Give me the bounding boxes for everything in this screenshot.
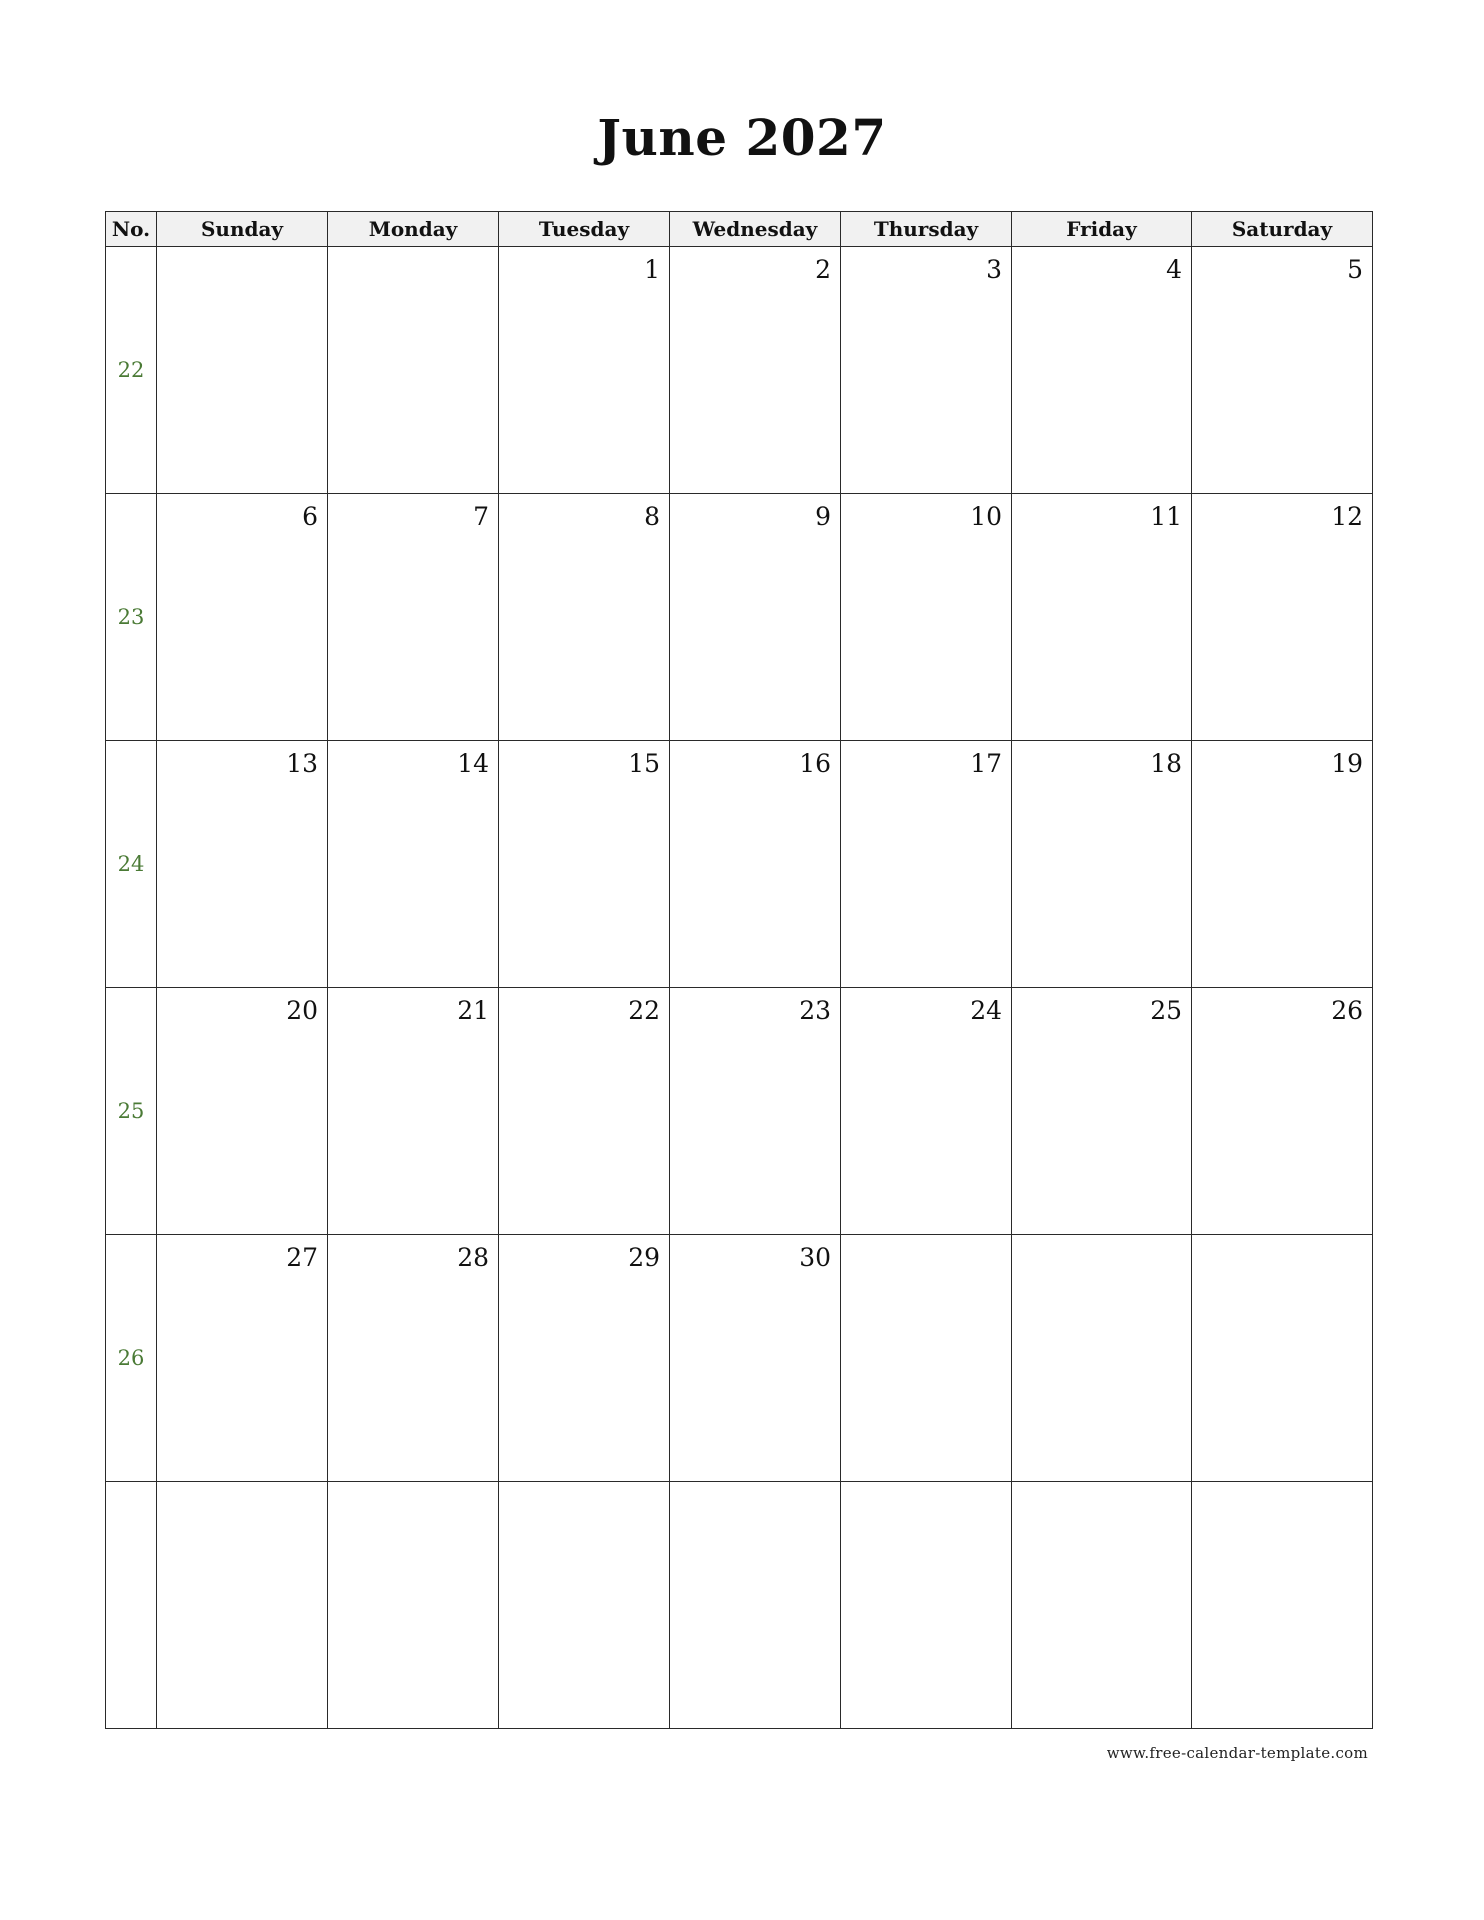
week-number: 24 (106, 741, 157, 988)
footer-website: www.free-calendar-template.com (1106, 1744, 1368, 1762)
day-cell[interactable] (841, 247, 1012, 494)
day-number: 28 (457, 1243, 489, 1272)
day-number: 17 (970, 749, 1002, 778)
week-number: 23 (106, 494, 157, 741)
day-cell[interactable] (328, 247, 499, 494)
day-number: 2 (815, 255, 831, 284)
calendar-grid (105, 211, 1373, 1729)
week-number: 22 (106, 247, 157, 494)
day-number: 9 (815, 502, 831, 531)
calendar-title: June 2027 (597, 108, 887, 167)
day-cell[interactable] (157, 988, 328, 1235)
day-cell[interactable] (1192, 988, 1373, 1235)
weekday-header-tuesday: Tuesday (499, 212, 670, 247)
weekday-header-wednesday: Wednesday (670, 212, 841, 247)
day-cell[interactable] (841, 1235, 1012, 1482)
weekday-header-friday: Friday (1012, 212, 1192, 247)
day-number: 29 (628, 1243, 660, 1272)
day-number: 23 (799, 996, 831, 1025)
day-cell[interactable] (157, 1482, 328, 1729)
day-cell[interactable] (670, 247, 841, 494)
week-row (106, 1482, 1373, 1729)
day-cell[interactable] (328, 1235, 499, 1482)
day-number: 1 (644, 255, 660, 284)
week-number-header: No. (106, 212, 157, 247)
day-cell[interactable] (328, 494, 499, 741)
day-cell[interactable] (841, 494, 1012, 741)
day-cell[interactable] (1192, 1235, 1373, 1482)
day-cell[interactable] (1192, 741, 1373, 988)
day-number: 13 (286, 749, 318, 778)
day-number: 10 (970, 502, 1002, 531)
day-cell[interactable] (1192, 494, 1373, 741)
day-cell[interactable] (670, 494, 841, 741)
day-cell[interactable] (499, 988, 670, 1235)
day-cell[interactable] (157, 247, 328, 494)
day-number: 14 (457, 749, 489, 778)
day-cell[interactable] (1012, 1482, 1192, 1729)
day-number: 6 (302, 502, 318, 531)
day-cell[interactable] (841, 988, 1012, 1235)
day-cell[interactable] (1012, 494, 1192, 741)
day-number: 27 (286, 1243, 318, 1272)
day-cell[interactable] (1012, 1235, 1192, 1482)
week-row (106, 494, 1373, 741)
week-row (106, 1235, 1373, 1482)
day-cell[interactable] (670, 741, 841, 988)
day-number: 11 (1150, 502, 1182, 531)
day-number: 12 (1331, 502, 1363, 531)
week-number: 25 (106, 988, 157, 1235)
day-cell[interactable] (841, 741, 1012, 988)
weekday-header-saturday: Saturday (1192, 212, 1373, 247)
day-number: 4 (1166, 255, 1182, 284)
day-cell[interactable] (328, 988, 499, 1235)
day-number: 21 (457, 996, 489, 1025)
day-cell[interactable] (499, 1235, 670, 1482)
week-number: 26 (106, 1235, 157, 1482)
day-cell[interactable] (328, 1482, 499, 1729)
day-number: 24 (970, 996, 1002, 1025)
day-number: 30 (799, 1243, 831, 1272)
week-row (106, 247, 1373, 494)
week-row (106, 988, 1373, 1235)
weekday-header-thursday: Thursday (841, 212, 1012, 247)
weekday-header-monday: Monday (328, 212, 499, 247)
day-cell[interactable] (1192, 247, 1373, 494)
weekday-header-sunday: Sunday (157, 212, 328, 247)
day-cell[interactable] (499, 1482, 670, 1729)
day-cell[interactable] (157, 494, 328, 741)
day-cell[interactable] (670, 1482, 841, 1729)
day-cell[interactable] (157, 741, 328, 988)
week-number (106, 1482, 157, 1729)
day-cell[interactable] (499, 247, 670, 494)
day-number: 20 (286, 996, 318, 1025)
day-cell[interactable] (1012, 741, 1192, 988)
day-cell[interactable] (670, 988, 841, 1235)
day-cell[interactable] (157, 1235, 328, 1482)
day-cell[interactable] (1012, 247, 1192, 494)
day-cell[interactable] (1012, 988, 1192, 1235)
day-number: 5 (1347, 255, 1363, 284)
weekday-header-row (106, 212, 1373, 247)
day-cell[interactable] (1192, 1482, 1373, 1729)
day-cell[interactable] (499, 494, 670, 741)
day-cell[interactable] (841, 1482, 1012, 1729)
day-number: 25 (1150, 996, 1182, 1025)
day-number: 19 (1331, 749, 1363, 778)
day-cell[interactable] (328, 741, 499, 988)
day-number: 22 (628, 996, 660, 1025)
day-number: 26 (1331, 996, 1363, 1025)
day-number: 3 (986, 255, 1002, 284)
week-row (106, 741, 1373, 988)
day-number: 18 (1150, 749, 1182, 778)
day-cell[interactable] (499, 741, 670, 988)
day-number: 16 (799, 749, 831, 778)
day-number: 15 (628, 749, 660, 778)
day-number: 7 (473, 502, 489, 531)
day-cell[interactable] (670, 1235, 841, 1482)
day-number: 8 (644, 502, 660, 531)
